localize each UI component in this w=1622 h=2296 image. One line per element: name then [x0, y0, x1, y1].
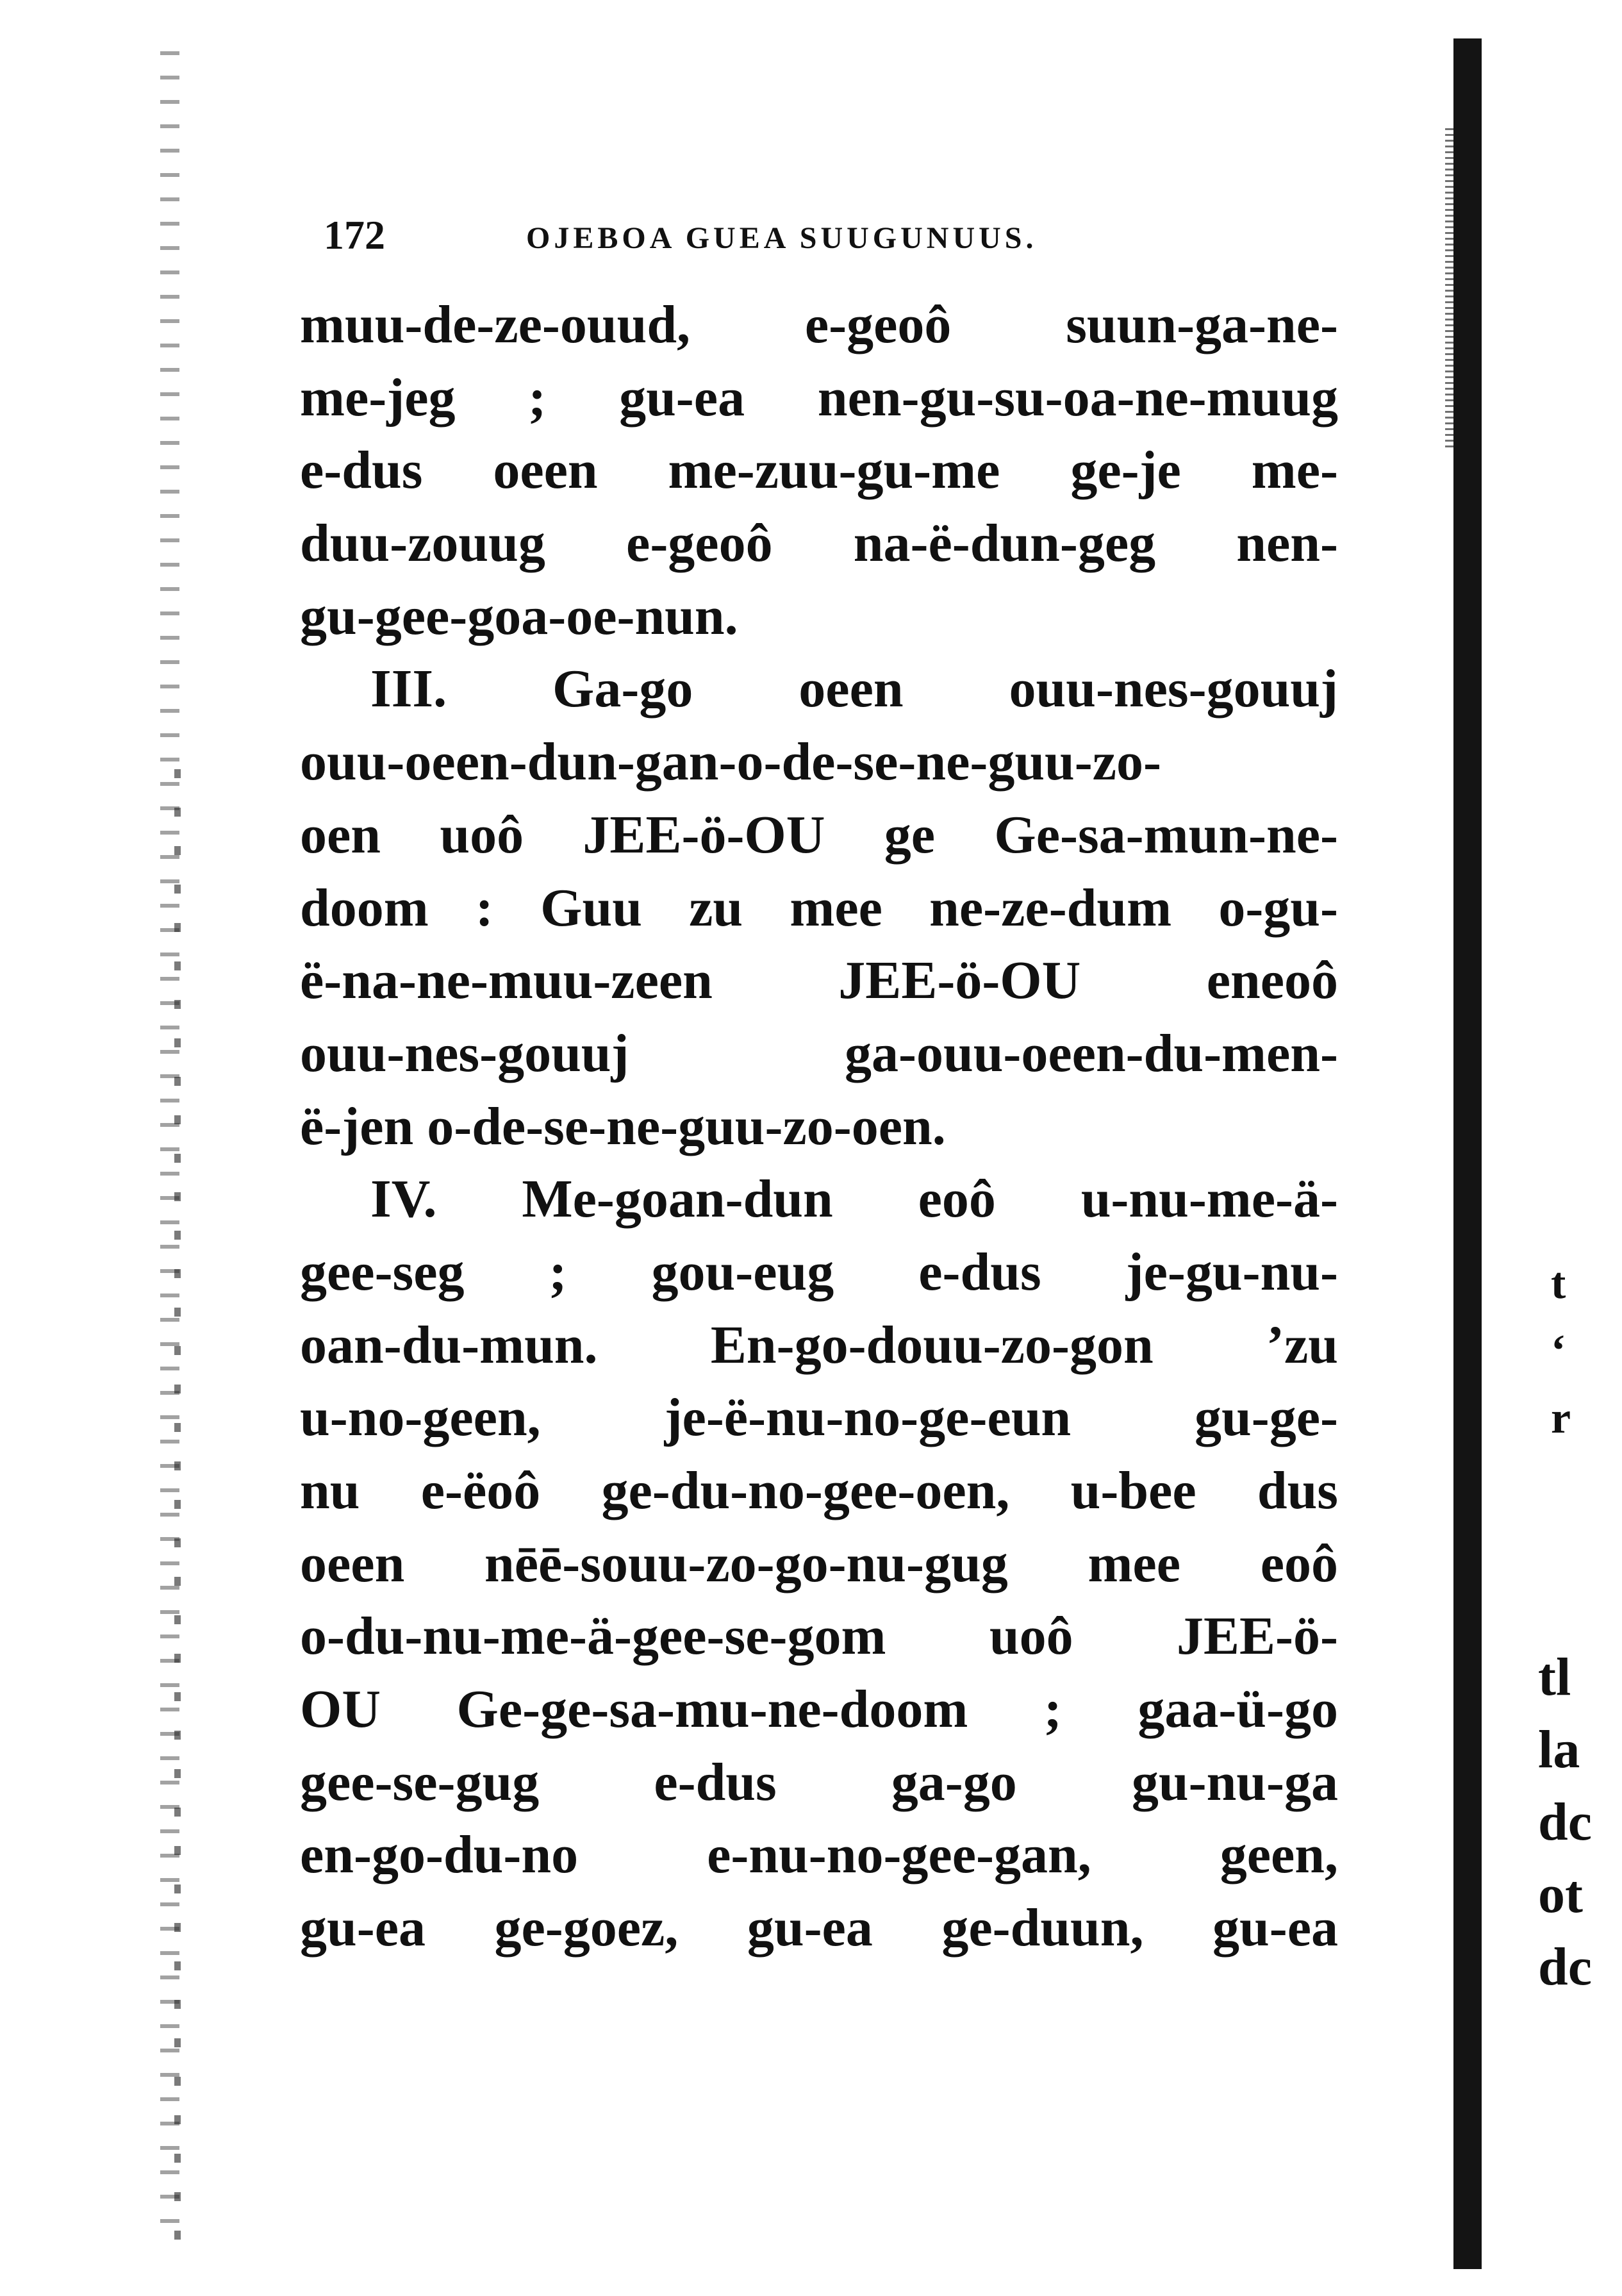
text-line: gu-gee-goa-oe-nun.	[300, 586, 738, 646]
text-line: e-dus oeen me-zuu-gu-me ge-je me-	[300, 440, 1338, 501]
text-line: nu e-ëoô ge-du-no-gee-oen, u-bee dus	[300, 1461, 1338, 1520]
text-line: duu-zouug e-geoô na-ë-dun-geg nen-	[300, 513, 1338, 574]
text-line-section-heading: IV. Me-goan-dun eoô u-nu-me-ä-	[370, 1169, 1338, 1229]
adjacent-fragment: dc	[1538, 1792, 1592, 1852]
page-number: 172	[324, 212, 385, 258]
running-title: OJEBOA GUEA SUUGUNUUS.	[526, 221, 1038, 255]
text-line: en-go-du-no e-nu-no-gee-gan, geen,	[300, 1825, 1338, 1885]
text-line: o-du-nu-me-ä-gee-se-gom uoô JEE-ö-	[300, 1606, 1338, 1667]
text-line: gee-se-gug e-dus ga-go gu-nu-ga	[300, 1752, 1338, 1812]
adjacent-page-text	[1538, 1641, 1622, 2003]
adjacent-fragment: la	[1538, 1720, 1580, 1779]
text-line: oeen nēē-souu-zo-go-nu-gug mee eoô	[300, 1533, 1338, 1593]
adjacent-fragment: tl	[1538, 1647, 1571, 1707]
text-line: ë-na-ne-muu-zeen JEE-ö-OU eneoô	[300, 951, 1338, 1011]
text-line: ë-jen o-de-se-ne-guu-zo-oen.	[300, 1096, 946, 1156]
adjacent-mark: ‘	[1551, 1326, 1566, 1376]
text-line: ouu-nes-gouuj ga-ouu-oeen-du-men-	[300, 1023, 1338, 1083]
text-line: me-jeg ; gu-ea nen-gu-su-oa-ne-muug	[300, 367, 1338, 428]
body-text	[300, 288, 1338, 1965]
text-line: muu-de-ze-ouud, e-geoô suun-ga-ne-	[300, 295, 1338, 354]
page-header	[324, 212, 1413, 263]
text-line: oen uoô JEE-ö-OU ge Ge-sa-mun-ne-	[300, 804, 1338, 865]
text-line: gu-ea ge-goez, gu-ea ge-duun, gu-ea	[300, 1898, 1338, 1958]
adjacent-mark: t	[1551, 1259, 1566, 1308]
adjacent-page-marks	[1551, 1250, 1571, 1452]
scan-edge-left-marks	[174, 769, 181, 2243]
adjacent-mark: r	[1551, 1393, 1571, 1443]
binding-edge-right	[1453, 38, 1482, 2269]
adjacent-fragment: ot	[1538, 1865, 1583, 1924]
text-line: u-no-geen, je-ë-nu-no-ge-eun gu-ge-	[300, 1388, 1338, 1448]
adjacent-fragment: dc	[1538, 1937, 1592, 1997]
text-line: ouu-oeen-dun-gan-o-de-se-ne-guu-zo-	[300, 732, 1161, 792]
text-line: doom : Guu zu mee ne-ze-dum o-gu-	[300, 878, 1338, 938]
text-line: OU Ge-ge-sa-mu-ne-doom ; gaa-ü-go	[300, 1679, 1338, 1740]
text-line: gee-seg ; gou-eug e-dus je-gu-nu-	[300, 1242, 1338, 1302]
text-line-section-heading: III. Ga-go oeen ouu-nes-gouuj	[370, 659, 1338, 719]
text-line: oan-du-mun. En-go-douu-zo-gon ’zu	[300, 1315, 1338, 1375]
